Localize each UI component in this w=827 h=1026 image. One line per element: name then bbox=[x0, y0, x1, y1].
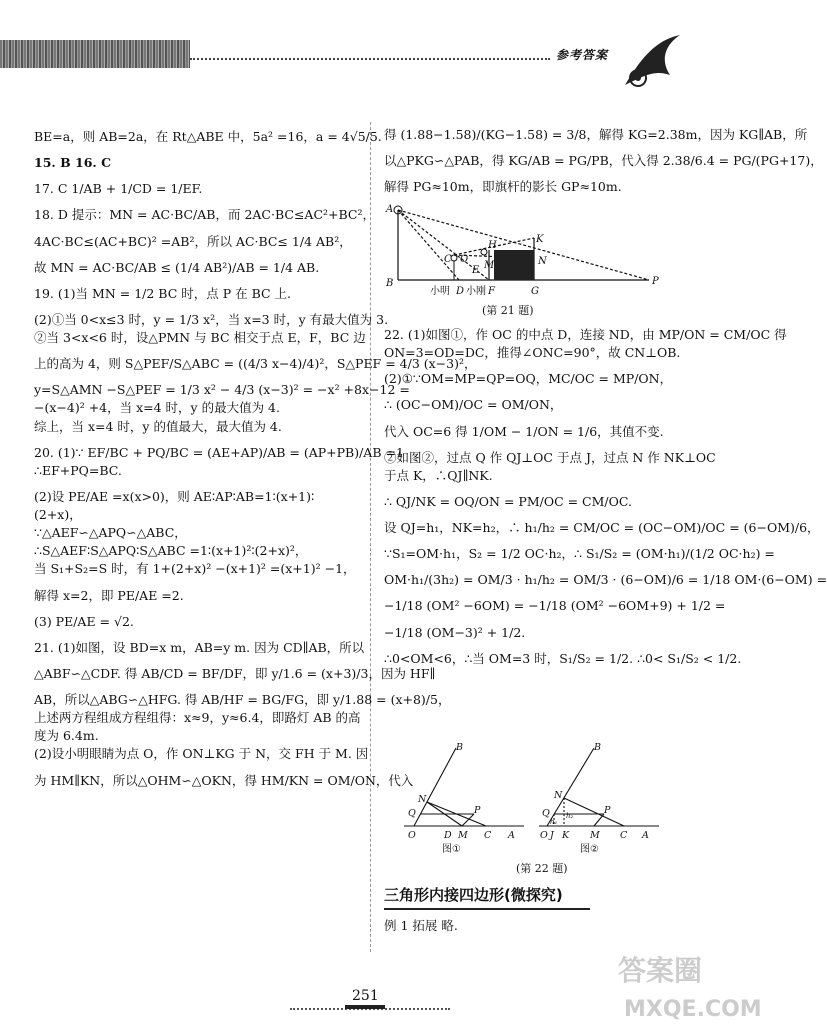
answer-line: 为 HM∥KN，所以△OHM∽△OKN，得 HM/KN = OM/ON，代入 bbox=[34, 772, 414, 788]
header-texture-bar bbox=[0, 40, 190, 68]
answer-line: 17. C 1/AB + 1/CD = 1/EF. bbox=[34, 181, 203, 197]
section-title: 三角形内接四边形(微探究) bbox=[384, 886, 563, 904]
fig21-label-E: E bbox=[472, 265, 480, 276]
example-line: 例 1 拓展 略. bbox=[384, 918, 458, 933]
answer-line: 以△PKG∽△PAB，得 KG/AB = PG/PB，代入得 2.38/6.4 = PG/(PG+17)， bbox=[384, 153, 823, 169]
right-column-mid bbox=[384, 326, 827, 668]
fig22-2-label-h1: h₁ bbox=[550, 818, 558, 826]
fig22-1-label-C: C bbox=[484, 830, 492, 841]
answer-line: (2+x)， bbox=[34, 507, 82, 522]
right-column-top bbox=[384, 126, 823, 196]
answer-line: ∴ (OC−OM)/OC = OM/ON， bbox=[384, 397, 563, 413]
answer-line: ∴ QJ/NK = OQ/ON = PM/OC = CM/OC. bbox=[384, 493, 632, 509]
fig21-label-F: F bbox=[488, 286, 495, 297]
watermark-text: 答案圈 bbox=[618, 954, 703, 987]
fig21-label-xiaogang: 小刚 bbox=[466, 286, 486, 297]
answer-line: −1/18 (OM² −6OM) = −1/18 (OM² −6OM+9) + 1/2 = bbox=[384, 598, 726, 614]
answer-line: OM·h₁/(3h₂) = OM/3 · h₁/h₂ = OM/3 · (6−OM)/6 = 1/18 OM·(6−OM) = bbox=[384, 572, 827, 588]
answer-line: AB，所以△ABG∽△HFG. 得 AB/HF = BG/FG，即 y/1.88 = (x+8)/5， bbox=[34, 692, 451, 707]
answer-line: 当 S₁+S₂=S 时，有 1+(2+x)² −(x+1)² =(x+1)² −1， bbox=[34, 561, 356, 577]
fig22-1-label-Q: Q bbox=[408, 808, 416, 819]
answer-line: 19. (1)当 MN = 1/2 BC 时，点 P 在 BC 上. bbox=[34, 285, 291, 301]
fig22-1-label-P: P bbox=[474, 805, 481, 816]
fig22-2-label-J: J bbox=[550, 830, 554, 841]
column-divider bbox=[370, 122, 371, 952]
answer-line: ②当 3<x<6 时，设△PMN 与 BC 相交于点 E，F，BC 边 bbox=[34, 330, 366, 345]
fig21-label-xiaoming: 小明 bbox=[430, 286, 450, 297]
answer-line: 于点 K，∴QJ∥NK. bbox=[384, 467, 493, 483]
answer-line: 上的高为 4，则 S△PEF/S△ABC = ((4/3 x−4)/4)²，S△PEF = 4/3 (x−3)²， bbox=[34, 356, 477, 372]
answer-line: 21. (1)如图，设 BD=x m，AB=y m. 因为 CD∥AB，所以 bbox=[34, 639, 365, 655]
answer-line: 故 MN = AC·BC/AB ≤ (1/4 AB²)/AB = 1/4 AB. bbox=[34, 259, 320, 275]
answer-line: BE=a，则 AB=2a，在 Rt△ABE 中，5a² =16，a = 4√5/5. bbox=[34, 129, 382, 144]
watermark-logo bbox=[610, 940, 762, 1026]
answer-line: ∵△AEF∽△APQ∽△ABC， bbox=[34, 525, 187, 541]
watermark-url: MXQE.COM bbox=[624, 997, 762, 1022]
answer-line: ON=3=OD=DC，推得∠ONC=90°，故 CN⊥OB. bbox=[384, 345, 681, 361]
fig22-2-label-Q: Q bbox=[542, 808, 550, 819]
section-underline bbox=[384, 908, 590, 910]
answer-line: (3) PE/AE = √2. bbox=[34, 613, 134, 629]
answer-line: 18. D 提示：MN = AC·BC/AB，而 2AC·BC≤AC²+BC²， bbox=[34, 207, 375, 223]
answer-line: 度为 6.4m. bbox=[34, 728, 99, 744]
answer-line: 20. (1)∵ EF/BC + PQ/BC = (AE+AP)/AB = (AP+PB)/AB =1 bbox=[34, 444, 404, 460]
fig22-2-label-N: N bbox=[554, 790, 563, 801]
header-title: 参考答案 bbox=[556, 48, 609, 62]
fig22-2-label-h2: h₂ bbox=[566, 812, 574, 820]
answer-line: (2)设 PE/AE =x(x>0)，则 AE∶AP∶AB=1∶(x+1)∶ bbox=[34, 488, 315, 504]
figure-21-diagram bbox=[384, 200, 674, 315]
fig22-2-label-M: M bbox=[590, 830, 600, 841]
figure-22-diagram bbox=[404, 740, 694, 858]
answer-line: 综上，当 x=4 时，y 的值最大，最大值为 4. bbox=[34, 418, 282, 434]
answer-line: (2)①∵OM=MP=QP=OQ，MC/OC = MP/ON， bbox=[384, 371, 673, 387]
fig21-label-K: K bbox=[536, 234, 544, 245]
fig22-2-label-O: O bbox=[540, 830, 548, 841]
fig21-label-B: B bbox=[386, 278, 394, 289]
answer-line: (2)设小明眼睛为点 O，作 ON⊥KG 于 N，交 FH 于 M. 因 bbox=[34, 746, 369, 762]
answer-line: 得 (1.88−1.58)/(KG−1.58) = 3/8，解得 KG=2.38m，因为 KG∥AB，所 bbox=[384, 127, 808, 142]
answer-line: 上述两方程组成方程组得：x≈9，y≈6.4，即路灯 AB 的高 bbox=[34, 710, 361, 726]
fig21-label-M: M bbox=[484, 260, 495, 271]
fig22-1-label-D: D bbox=[444, 830, 452, 841]
fig22-1-label-M: M bbox=[458, 830, 468, 841]
page-number: 251 bbox=[352, 988, 379, 1004]
answer-line: ∵S₁=OM·h₁，S₂ = 1/2 OC·h₂，∴ S₁/S₂ = (OM·h₁)/(1/2 OC·h₂) = bbox=[384, 546, 775, 562]
fig22-2-label-P: P bbox=[604, 805, 611, 816]
fig21-label-P: P bbox=[652, 276, 659, 287]
fig22-1-label-N: N bbox=[418, 794, 427, 805]
fig22-1-caption: 图① bbox=[442, 844, 461, 855]
page-number-bar bbox=[345, 1005, 385, 1009]
answer-line: ∴0<OM<6，∴当 OM=3 时，S₁/S₂ = 1/2. ∴0< S₁/S₂ < 1/2. bbox=[384, 650, 742, 666]
fig22-1-label-B: B bbox=[456, 742, 463, 753]
answer-line: 22. (1)如图①，作 OC 的中点 D，连接 ND，由 MP/ON = CM/OC 得 bbox=[384, 327, 787, 342]
answer-line: 设 QJ=h₁，NK=h₂，∴ h₁/h₂ = CM/OC = (OC−OM)/OC = (6−OM)/6， bbox=[384, 520, 820, 535]
answer-line: 4AC·BC≤(AC+BC)² =AB²，所以 AC·BC≤ 1/4 AB²， bbox=[34, 233, 352, 249]
fig22-1-label-A: A bbox=[508, 830, 515, 841]
fig21-label-H: H bbox=[488, 240, 497, 251]
answer-line: y=S△AMN −S△PEF = 1/3 x² − 4/3 (x−3)² = −x² +8x−12 = bbox=[34, 382, 410, 398]
answer-line: 代入 OC=6 得 1/OM − 1/ON = 1/6，其值不变. bbox=[384, 423, 664, 439]
answer-line: 15. B 16. C bbox=[34, 155, 112, 171]
answer-line: ∴S△AEF∶S△APQ∶S△ABC =1∶(x+1)²∶(2+x)²， bbox=[34, 543, 308, 559]
answer-line: (2)①当 0<x≤3 时，y = 1/3 x²，当 x=3 时，y 有最大值为 3. bbox=[34, 311, 389, 327]
figure-21-caption: (第 21 题) bbox=[482, 304, 534, 317]
fig21-label-A: A bbox=[386, 204, 394, 215]
fig22-2-caption: 图② bbox=[580, 844, 599, 855]
answer-line: ②如图②，过点 Q 作 QJ⊥OC 于点 J，过点 N 作 NK⊥OC bbox=[384, 449, 716, 465]
answer-line: −1/18 (OM−3)² + 1/2. bbox=[384, 624, 526, 640]
fig22-2-label-A: A bbox=[642, 830, 649, 841]
fig21-label-D: D bbox=[456, 286, 465, 297]
fig22-2-label-B: B bbox=[594, 742, 601, 753]
figure-22-caption: (第 22 题) bbox=[516, 862, 568, 875]
fig22-1-label-O: O bbox=[408, 830, 416, 841]
answer-line: 解得 x=2，即 PE/AE =2. bbox=[34, 587, 184, 603]
fig21-label-N: N bbox=[538, 256, 547, 267]
fig21-label-O: O bbox=[460, 254, 469, 265]
fig21-label-C: C bbox=[444, 254, 452, 265]
answer-line: △ABF∽△CDF. 得 AB/CD = BF/DF，即 y/1.6 = (x+3)/3，因为 HF∥ bbox=[34, 665, 436, 681]
answer-line: 解得 PG≈10m，即旗杆的影长 GP≈10m. bbox=[384, 179, 622, 195]
answer-line: ∴EF+PQ=BC. bbox=[34, 462, 122, 478]
fig22-2-label-K: K bbox=[562, 830, 570, 841]
fig21-label-G: G bbox=[531, 286, 539, 297]
fig22-2-label-C: C bbox=[620, 830, 628, 841]
answer-line: −(x−4)² +4，当 x=4 时，y 的最大值为 4. bbox=[34, 400, 280, 416]
header-swirl-logo bbox=[620, 30, 690, 90]
header-dotted-line bbox=[190, 58, 550, 60]
